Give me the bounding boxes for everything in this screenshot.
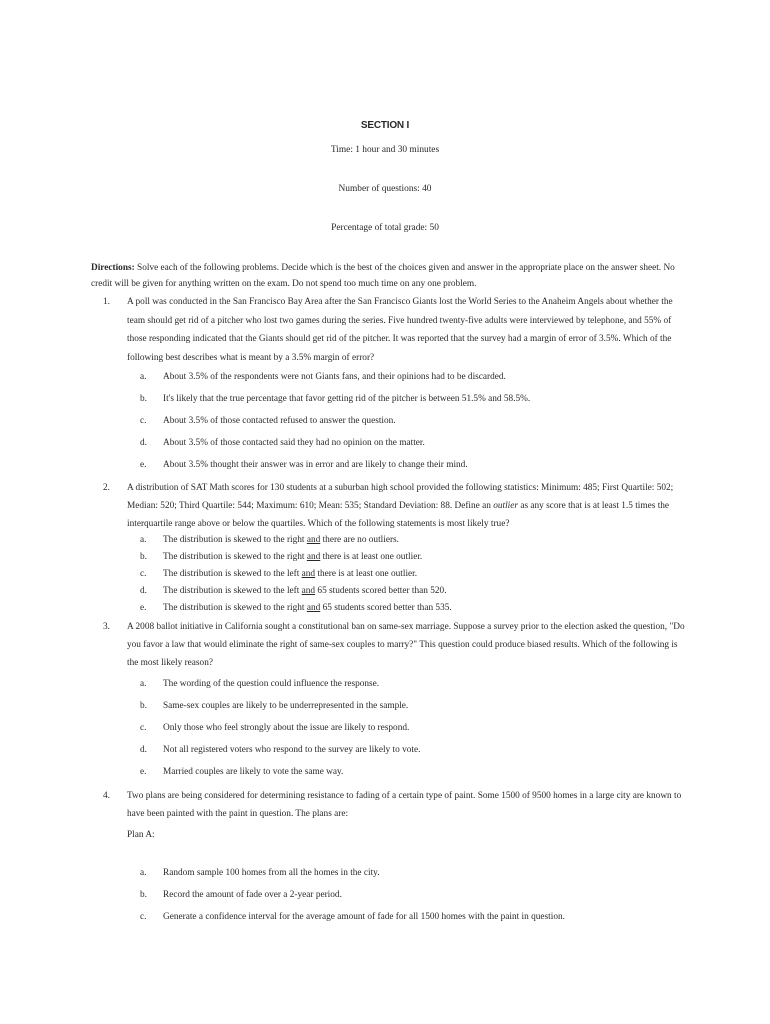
plan-label: Plan A: xyxy=(127,830,155,840)
grade-percentage: Percentage of total grade: 50 xyxy=(331,223,439,233)
option-letter: d. xyxy=(140,438,147,448)
directions-label: Directions: xyxy=(91,263,135,273)
question-number: 4. xyxy=(103,791,110,801)
option-letter: c. xyxy=(140,569,147,579)
directions-text: Solve each of the following problems. Decide which is the best of the choices given and answer in the appropriate place on the answer sheet. No credit will be given for anything written on the exam. Do not spend too much time on any one problem. xyxy=(91,263,675,289)
option-letter: c. xyxy=(140,912,147,922)
option-text: Record the amount of fade over a 2-year period. xyxy=(163,890,342,900)
question-number: 1. xyxy=(103,297,110,307)
option-text: Generate a confidence interval for the average amount of fade for all 1500 homes with the paint in question. xyxy=(163,912,565,922)
option-text: Same-sex couples are likely to be underrepresented in the sample. xyxy=(163,701,409,711)
option-letter: a. xyxy=(140,679,147,689)
option-text: The distribution is skewed to the left and 65 students scored better than 520. xyxy=(163,586,447,596)
question-text-part: as any score that is at least 1.5 times the interquartile range above or below the quartiles. Which of the following statements is most likely true? xyxy=(127,501,670,529)
option-letter: a. xyxy=(140,535,147,545)
option-letter: e. xyxy=(140,767,147,777)
option-text: Only those who feel strongly about the issue are likely to respond. xyxy=(163,723,410,733)
option-text: Not all registered voters who respond to the survey are likely to vote. xyxy=(163,745,421,755)
question-text-part: A distribution of SAT Math scores for 130 students at a suburban high school provided the following statistics: Minimum: 485; First Quartile: 502; Median: 520; Third Quartile: 544; Maximum: 610; Mean: 535; Standard Deviation: 88. Define an xyxy=(127,483,674,511)
time-info: Time: 1 hour and 30 minutes xyxy=(330,145,440,155)
option-text: Married couples are likely to vote the same way. xyxy=(163,767,344,777)
directions xyxy=(91,261,691,292)
option-letter: e. xyxy=(140,460,147,470)
option-letter: d. xyxy=(140,586,147,596)
option-text: It's likely that the true percentage that favor getting rid of the pitcher is between 51.5% and 58.5%. xyxy=(163,394,531,404)
and-underlined: and xyxy=(306,535,321,545)
option-text: The distribution is skewed to the right and 65 students scored better than 535. xyxy=(163,603,452,613)
option-text: The distribution is skewed to the left and there is at least one outlier. xyxy=(163,569,418,579)
question-number: 2. xyxy=(103,483,110,493)
option-letter: a. xyxy=(140,372,147,382)
option-text: About 3.5% of those contacted refused to answer the question. xyxy=(163,416,396,426)
option-text: About 3.5% of those contacted said they had no opinion on the matter. xyxy=(163,438,425,448)
option-letter: b. xyxy=(140,701,147,711)
section-title: SECTION I xyxy=(360,120,410,131)
and-underlined: and xyxy=(301,586,316,596)
question-text: A poll was conducted in the San Francisco Bay Area after the San Francisco Giants lost the World Series to the Anaheim Angels about whether the team should get rid of a pitcher who lost two games during the series. Five hundred twenty-five adults were interviewed by telephone, and 55% of those responding indicated that the Giants should get rid of the pitcher. It was reported that the survey had a margin of error of 3.5%. Which of the following best describes what is meant by a 3.5% margin of error? xyxy=(127,297,673,363)
option-letter: d. xyxy=(140,745,147,755)
option-letter: a. xyxy=(140,868,147,878)
and-underlined: and xyxy=(301,569,316,579)
and-underlined: and xyxy=(306,552,321,562)
option-letter: e. xyxy=(140,603,147,613)
questions-count: Number of questions: 40 xyxy=(338,184,432,194)
and-underlined: and xyxy=(306,603,321,613)
option-letter: c. xyxy=(140,416,147,426)
option-letter: b. xyxy=(140,394,147,404)
option-letter: b. xyxy=(140,890,147,900)
option-text: Random sample 100 homes from all the homes in the city. xyxy=(163,868,380,878)
option-text: The wording of the question could influence the response. xyxy=(163,679,380,689)
question-text xyxy=(127,479,685,533)
option-letter: b. xyxy=(140,552,147,562)
question-text: Two plans are being considered for determining resistance to fading of a certain type of paint. Some 1500 of 9500 homes in a large city are known to have been painted with the paint in question. The plans are: xyxy=(127,791,682,819)
option-text: The distribution is skewed to the right and there is at least one outlier. xyxy=(163,552,423,562)
option-text: About 3.5% of the respondents were not Giants fans, and their opinions had to be discarded. xyxy=(163,372,506,382)
question-number: 3. xyxy=(103,622,110,632)
option-text: About 3.5% thought their answer was in error and are likely to change their mind. xyxy=(163,460,468,470)
outlier-term: outlier xyxy=(493,501,519,511)
question-text: A 2008 ballot initiative in California sought a constitutional ban on same-sex marriage. Suppose a survey prior to the election asked the question, "Do you favor a law that would eliminate the right of same-sex couples to marry?" This question could produce biased results. Which of the following is the most likely reason? xyxy=(127,622,685,668)
option-text: The distribution is skewed to the right and there are no outliers. xyxy=(163,535,399,545)
option-letter: c. xyxy=(140,723,147,733)
